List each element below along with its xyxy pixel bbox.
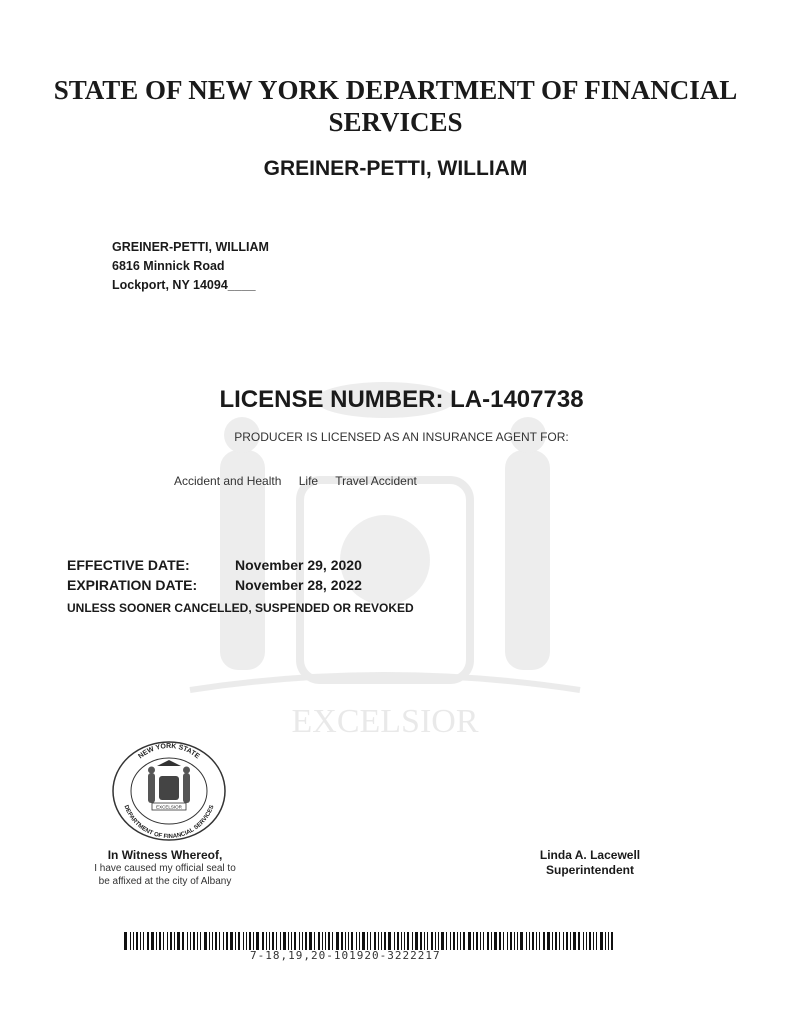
barcode-bar: [256, 932, 259, 950]
barcode-bar: [532, 932, 534, 950]
signatory-title: Superintendent: [545, 863, 634, 877]
barcode-bar: [348, 932, 349, 950]
barcode-bar: [499, 932, 501, 950]
barcode-bar: [438, 932, 439, 950]
barcode-bar: [420, 932, 422, 950]
barcode-bar: [543, 932, 545, 950]
barcode-bar: [468, 932, 471, 950]
barcode-bar: [453, 932, 455, 950]
witness-title: In Witness Whereof,: [107, 848, 223, 862]
mailing-address: [112, 238, 269, 295]
barcode-bar: [130, 932, 131, 950]
license-number-heading: LICENSE NUMBER: LA-1407738: [219, 386, 584, 413]
barcode-bar: [446, 932, 447, 950]
barcode-bar: [249, 932, 251, 950]
barcode-bar: [415, 932, 418, 950]
seal-bottom-text: DEPARTMENT OF FINANCIAL SERVICES: [122, 804, 216, 841]
barcode-bar: [318, 932, 320, 950]
barcode-bar: [291, 932, 292, 950]
barcode-bar: [167, 932, 168, 950]
barcode-bar: [491, 932, 492, 950]
barcode-bar: [547, 932, 550, 950]
barcode-bar: [147, 932, 149, 950]
barcode-bar: [200, 932, 201, 950]
barcode-bar: [381, 932, 382, 950]
witness-block: [60, 848, 270, 888]
barcode-bar: [435, 932, 436, 950]
barcode-bar: [133, 932, 134, 950]
barcode-bar: [450, 932, 451, 950]
barcode-bar: [269, 932, 270, 950]
signatory-block: [505, 848, 675, 878]
barcode-bar: [611, 932, 613, 950]
barcode-bar: [510, 932, 512, 950]
barcode-bar: [384, 932, 386, 950]
barcode-bar: [578, 932, 580, 950]
barcode-bar: [593, 932, 594, 950]
barcode-bar: [367, 932, 368, 950]
barcode-bar: [336, 932, 339, 950]
barcode-bar: [600, 932, 603, 950]
barcode-bar: [266, 932, 267, 950]
seal-top-text: NEW YORK STATE: [137, 742, 201, 761]
barcode-bar: [280, 932, 281, 950]
barcode-bar: [299, 932, 300, 950]
barcode-bar: [552, 932, 553, 950]
line-of-authority-item: Accident and Health: [174, 474, 282, 488]
seal-motto: EXCELSIOR: [156, 804, 182, 810]
barcode-bar: [370, 932, 371, 950]
barcode-bar: [596, 932, 597, 950]
barcode-bar: [262, 932, 264, 950]
barcode-bar: [476, 932, 478, 950]
barcode-bar: [441, 932, 444, 950]
barcode-bar: [314, 932, 315, 950]
barcode-bar: [332, 932, 333, 950]
barcode-bar: [356, 932, 357, 950]
barcode-bar: [226, 932, 228, 950]
barcode-bar: [374, 932, 376, 950]
witness-line: I have caused my official seal to: [94, 863, 236, 874]
barcode-bar: [288, 932, 289, 950]
address-city-state-zip: Lockport, NY 14094____: [112, 278, 256, 292]
barcode-bar: [238, 932, 240, 950]
barcode-bar: [589, 932, 591, 950]
barcode-bar: [517, 932, 518, 950]
signatory-name: Linda A. Lacewell: [539, 848, 641, 862]
barcode-bar: [124, 932, 127, 950]
barcode-bar: [305, 932, 307, 950]
barcode-bar: [583, 932, 584, 950]
address-street: 6816 Minnick Road: [112, 259, 225, 273]
barcode-bar: [170, 932, 172, 950]
address-name: GREINER-PETTI, WILLIAM: [112, 240, 269, 254]
barcode-icon: [124, 932, 614, 950]
expiration-date-row: [67, 577, 362, 593]
barcode-bar: [570, 932, 571, 950]
barcode-bar: [494, 932, 497, 950]
barcode-bar: [215, 932, 217, 950]
barcode-bar: [463, 932, 465, 950]
licensee-name: GREINER-PETTI, WILLIAM: [263, 157, 528, 180]
barcode-bar: [412, 932, 413, 950]
barcode-bar: [272, 932, 274, 950]
barcode-bar: [159, 932, 161, 950]
barcode-bar: [559, 932, 560, 950]
barcode-bar: [401, 932, 402, 950]
barcode-bar: [204, 932, 207, 950]
barcode-bar: [362, 932, 365, 950]
barcode-bar: [507, 932, 508, 950]
witness-text: [60, 862, 270, 888]
barcode-bar: [514, 932, 515, 950]
barcode-bar: [182, 932, 184, 950]
document-title: STATE OF NEW YORK DEPARTMENT OF FINANCIAL SERVICES: [53, 75, 738, 137]
line-of-authority-item: Travel Accident: [335, 474, 417, 488]
barcode-bar: [605, 932, 606, 950]
barcode-bar: [230, 932, 233, 950]
barcode-bar: [140, 932, 141, 950]
barcode-bar: [235, 932, 236, 950]
barcode-bar: [394, 932, 395, 950]
barcode-bar: [431, 932, 433, 950]
barcode-bar: [407, 932, 409, 950]
barcode-bar: [473, 932, 474, 950]
barcode-bar: [397, 932, 399, 950]
barcode-bar: [427, 932, 428, 950]
barcode-bar: [345, 932, 346, 950]
witness-line: be affixed at the city of Albany: [98, 876, 232, 887]
watermark-motto: EXCELSIOR: [291, 703, 479, 740]
barcode-bar: [283, 932, 286, 950]
barcode-bar: [219, 932, 220, 950]
barcode-bar: [151, 932, 154, 950]
barcode-bar: [351, 932, 353, 950]
barcode-bar: [243, 932, 244, 950]
barcode-bar: [177, 932, 180, 950]
expiration-date-value: November 28, 2022: [235, 577, 362, 593]
barcode-bar: [586, 932, 587, 950]
barcode-bar: [197, 932, 198, 950]
barcode-bar: [520, 932, 523, 950]
barcode-bar: [573, 932, 576, 950]
lines-of-authority: [174, 474, 431, 488]
barcode-bar: [328, 932, 330, 950]
barcode-bar: [309, 932, 312, 950]
barcode-bar: [563, 932, 564, 950]
effective-date-label: EFFECTIVE DATE:: [67, 557, 190, 573]
barcode-bar: [424, 932, 425, 950]
barcode-bar: [404, 932, 405, 950]
barcode-bar: [529, 932, 530, 950]
barcode-number: 7-18,19,20-101920-3222217: [250, 949, 441, 962]
barcode-bar: [156, 932, 157, 950]
line-of-authority-item: Life: [298, 474, 319, 488]
barcode-bar: [359, 932, 360, 950]
barcode-bar: [187, 932, 188, 950]
barcode-bar: [143, 932, 144, 950]
barcode-bar: [555, 932, 557, 950]
barcode-bar: [190, 932, 191, 950]
barcode-bar: [608, 932, 609, 950]
producer-statement: PRODUCER IS LICENSED AS AN INSURANCE AGENT FOR:: [234, 430, 569, 444]
barcode-bar: [294, 932, 296, 950]
barcode-bar: [276, 932, 277, 950]
barcode-bar: [163, 932, 164, 950]
barcode-bar: [174, 932, 175, 950]
expiration-date-label: EXPIRATION DATE:: [67, 577, 198, 593]
barcode-bar: [212, 932, 213, 950]
state-seal-icon: [110, 740, 228, 842]
barcode-bar: [325, 932, 326, 950]
effective-date-row: [67, 557, 362, 573]
barcode-bar: [487, 932, 489, 950]
barcode-bar: [302, 932, 303, 950]
barcode-bar: [136, 932, 138, 950]
barcode-bar: [341, 932, 343, 950]
barcode-bar: [388, 932, 391, 950]
effective-date-value: November 29, 2020: [235, 557, 362, 573]
barcode-bar: [223, 932, 224, 950]
barcode-bar: [536, 932, 537, 950]
barcode-bar: [566, 932, 568, 950]
barcode-bar: [457, 932, 458, 950]
barcode-bar: [460, 932, 461, 950]
barcode-bar: [246, 932, 247, 950]
barcode-bar: [483, 932, 484, 950]
barcode-bar: [480, 932, 481, 950]
barcode-bar: [322, 932, 323, 950]
barcode-bar: [378, 932, 379, 950]
barcode-bar: [253, 932, 254, 950]
barcode-bar: [526, 932, 527, 950]
validity-note: UNLESS SOONER CANCELLED, SUSPENDED OR REVOKED: [67, 601, 414, 615]
barcode-bar: [193, 932, 195, 950]
barcode-bar: [503, 932, 504, 950]
barcode-bar: [539, 932, 540, 950]
barcode-bar: [209, 932, 210, 950]
